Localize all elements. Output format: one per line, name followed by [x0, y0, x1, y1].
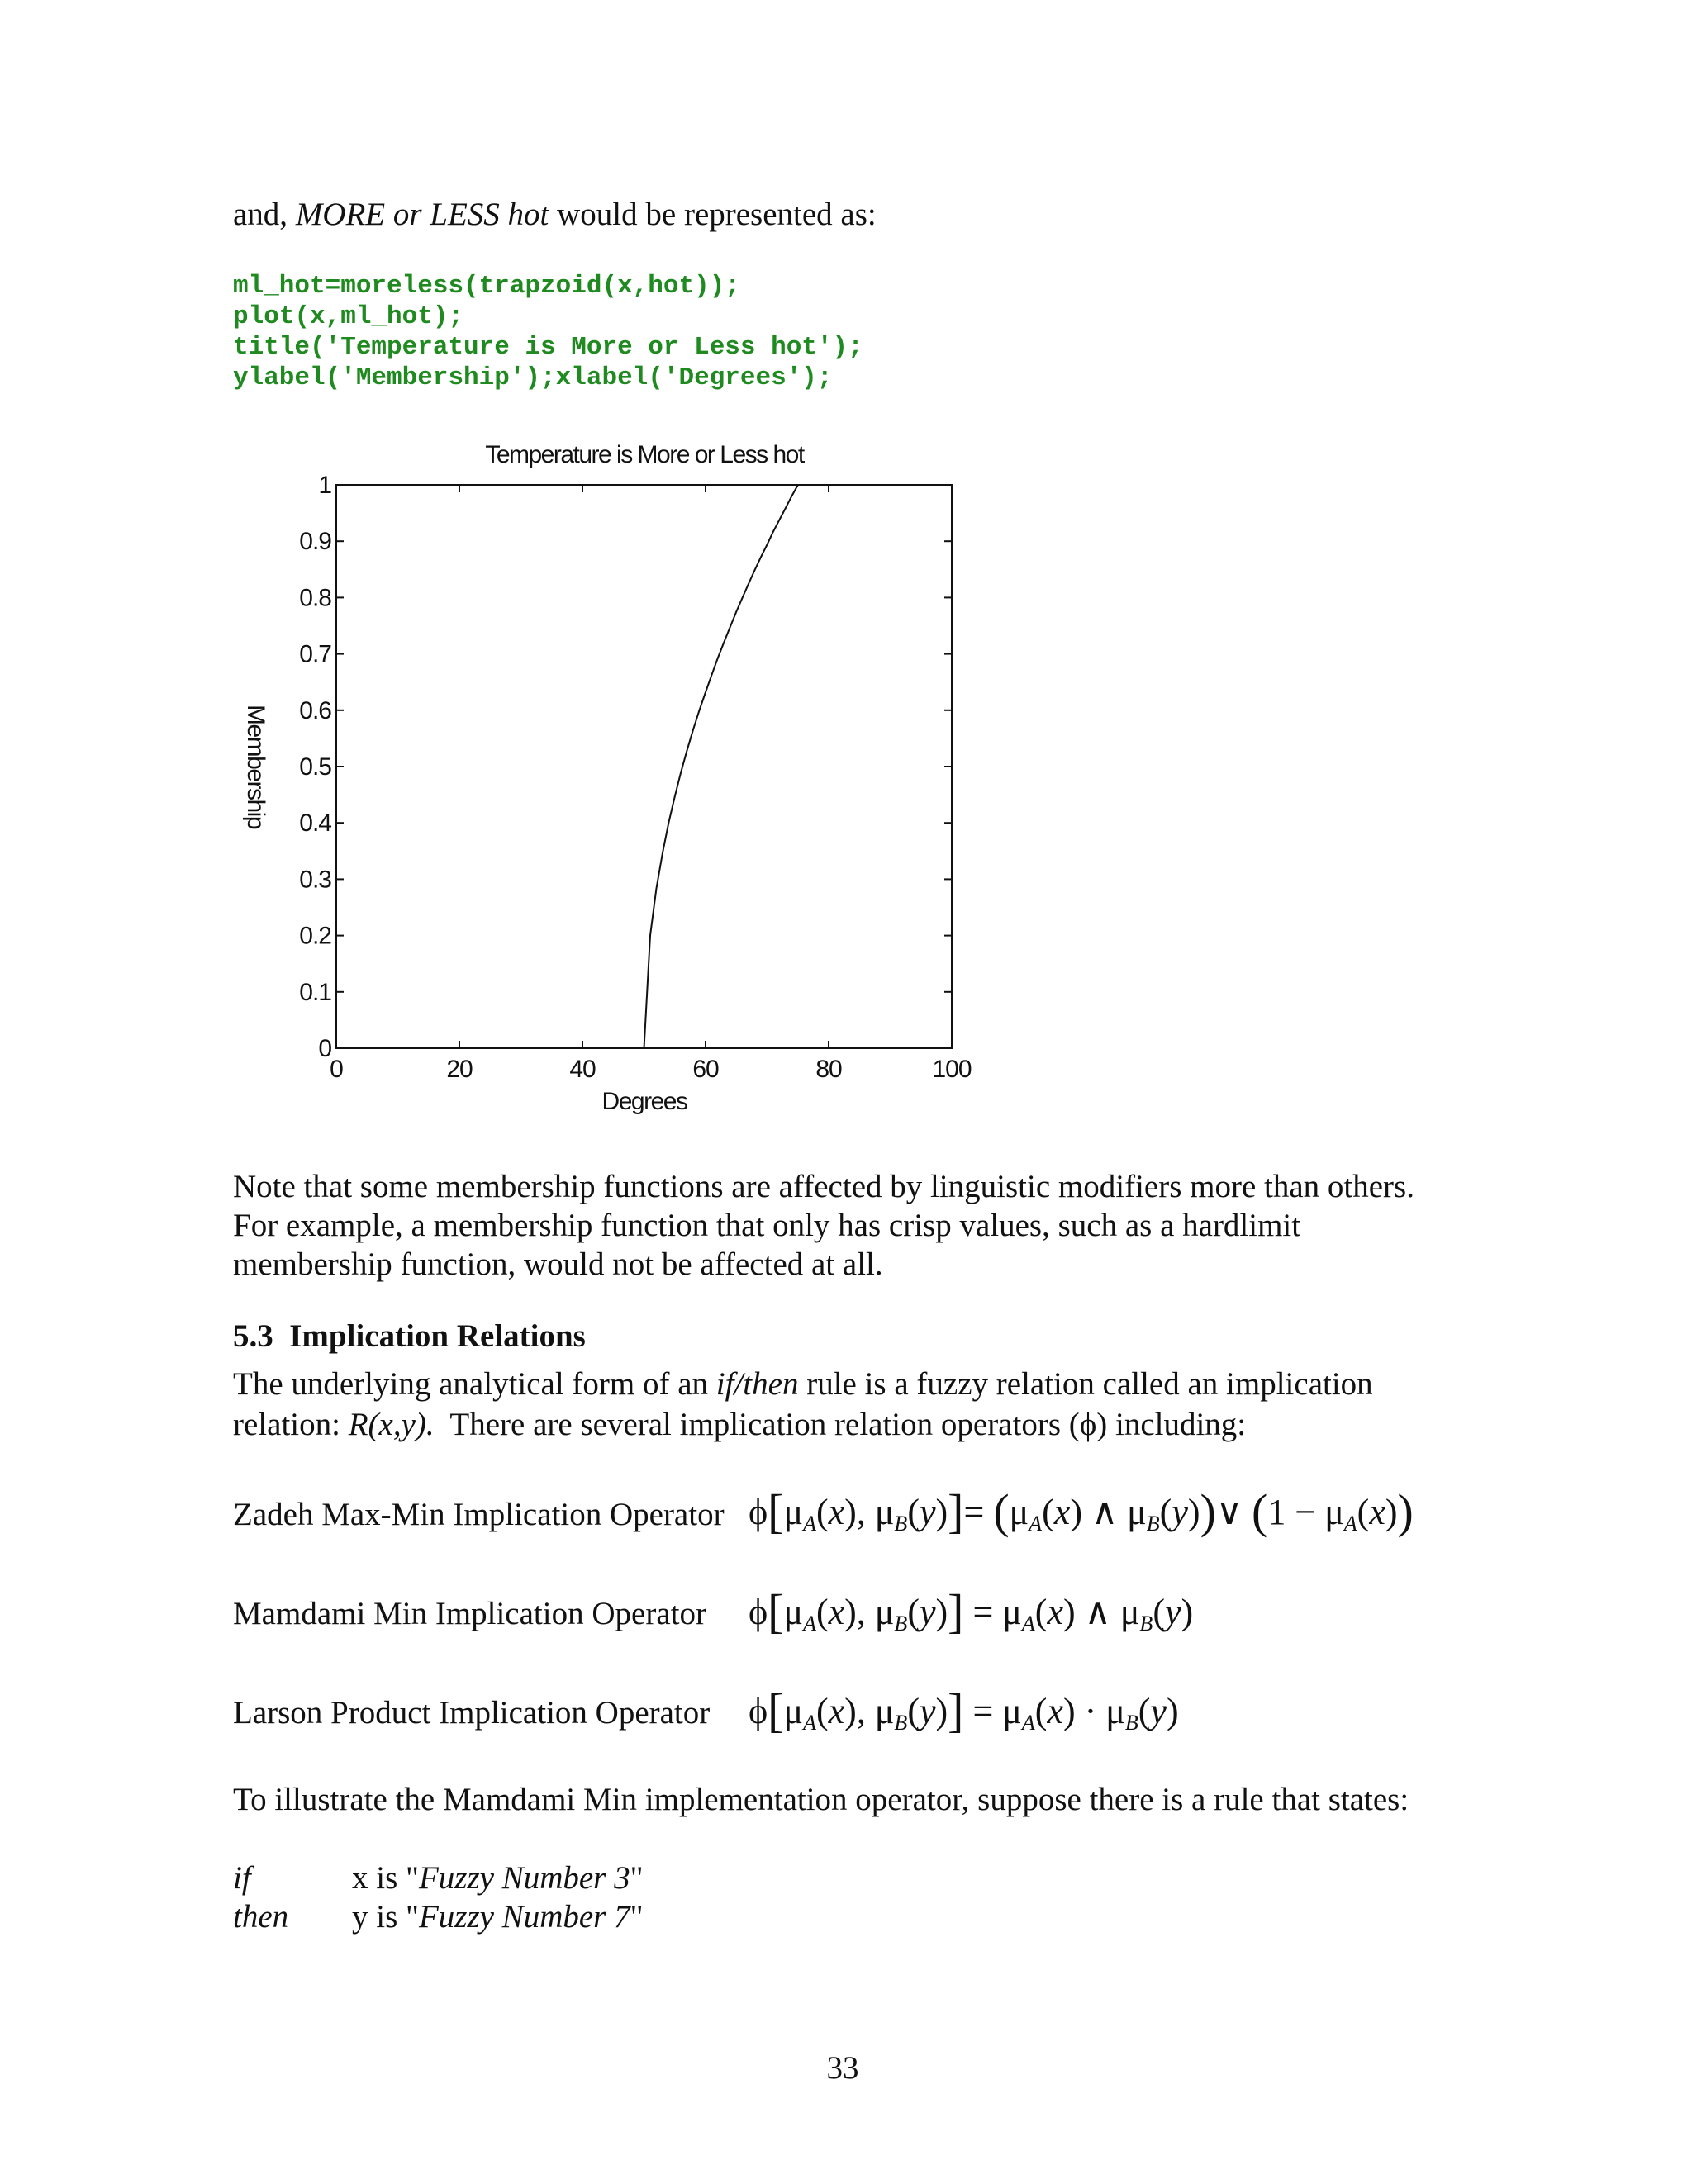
- intro-modifier: MORE or LESS hot: [295, 197, 549, 232]
- larson-operator-label: Larson Product Implication Operator: [233, 1695, 711, 1731]
- then-clause-c: ": [630, 1899, 644, 1935]
- section-number: 5.3: [233, 1318, 273, 1354]
- x-tick-label: 20: [446, 1056, 473, 1083]
- implication-text-a: The underlying analytical form of an: [233, 1366, 716, 1402]
- plot-area-frame: [336, 485, 952, 1048]
- zadeh-operator-label: Zadeh Max-Min Implication Operator: [233, 1497, 725, 1532]
- y-tick-label: 1: [318, 472, 331, 499]
- rule-if-clause: [352, 1859, 644, 1898]
- y-tick-label: 0.4: [299, 810, 331, 838]
- y-tick-label: 0.8: [299, 584, 331, 612]
- mamdami-operator-label: Mamdami Min Implication Operator: [233, 1596, 706, 1631]
- y-tick-label: 0: [318, 1035, 331, 1062]
- rule-if-keyword: [233, 1859, 251, 1898]
- code-line-3: title('Temperature is More or Less hot');: [233, 333, 863, 362]
- implication-text-d: relation:: [233, 1407, 349, 1442]
- then-clause-b: Fuzzy Number 7: [418, 1899, 630, 1935]
- x-tick-label: 40: [569, 1056, 596, 1083]
- chart-title: Temperature is More or Less hot: [485, 441, 804, 468]
- x-tick-label: 0: [330, 1056, 343, 1083]
- then-clause-a: y is ": [352, 1899, 419, 1935]
- implication-line-1: [233, 1365, 1373, 1404]
- intro-prefix: and,: [233, 197, 296, 232]
- if-clause-b: Fuzzy Number 3: [418, 1860, 630, 1896]
- note-line-3: membership function, would not be affected at all.: [233, 1246, 883, 1282]
- x-tick-label: 80: [815, 1056, 842, 1083]
- note-line-2: For example, a membership function that only has crisp values, such as a hardlimit: [233, 1208, 1301, 1243]
- intro-suffix: would be represented as:: [549, 197, 877, 232]
- code-line-2: plot(x,ml_hot);: [233, 302, 464, 331]
- illustrate-line: To illustrate the Mamdami Min implementation operator, suppose there is a rule that states:: [233, 1782, 1409, 1817]
- y-tick-label: 0.7: [299, 640, 331, 668]
- rule-then-keyword: [233, 1897, 288, 1937]
- zadeh-equation: $\phi[\mu_A(x)$, $\mu_B(y)]= (\mu_A(x)$ ∧ $\mu_B(y))\vee$ $(1 - \mu_A(x))$: [749, 1484, 1414, 1538]
- implication-rxy: R(x,y).: [348, 1407, 435, 1442]
- rule-then-clause: [352, 1897, 644, 1937]
- then-text: then: [233, 1899, 289, 1935]
- implication-ifthen: if/then: [715, 1366, 799, 1402]
- if-text: if: [233, 1860, 251, 1896]
- note-line-1: Note that some membership functions are affected by linguistic modifiers more than others.: [233, 1169, 1414, 1204]
- x-tick-label: 60: [692, 1056, 719, 1083]
- larson-equation: $\phi[\mu_A(x)$, $\mu_B(y)] = \mu_A(x) \cdot \mu_B(y)$: [749, 1683, 1179, 1737]
- section-title: Implication Relations: [289, 1318, 586, 1354]
- code-line-4: ylabel('Membership');xlabel('Degrees');: [233, 363, 833, 392]
- y-tick-label: 0.9: [299, 528, 331, 556]
- series-line: [644, 485, 798, 1048]
- y-tick-label: 0.3: [299, 866, 331, 894]
- implication-line-2: [233, 1405, 1246, 1445]
- y-tick-label: 0.6: [299, 696, 331, 724]
- x-axis-label: Degrees: [601, 1088, 687, 1115]
- if-clause-a: x is ": [352, 1860, 419, 1896]
- y-tick-label: 0.5: [299, 753, 331, 781]
- section-heading: [233, 1317, 586, 1356]
- implication-text-c: rule is a fuzzy relation called an implication: [798, 1366, 1373, 1402]
- y-tick-label: 0.2: [299, 922, 331, 950]
- if-clause-c: ": [630, 1860, 644, 1896]
- mamdami-equation: $\phi[\mu_A(x)$, $\mu_B(y)] = \mu_A(x)$ ∧ $\mu_B(y)$: [749, 1584, 1194, 1638]
- x-tick-label: 100: [932, 1056, 972, 1083]
- y-tick-label: 0.1: [299, 978, 331, 1006]
- implication-text-e: There are several implication relation operators (ϕ) including:: [434, 1407, 1247, 1442]
- y-axis-label: Membership: [242, 704, 269, 829]
- code-line-1: ml_hot=moreless(trapzoid(x,hot));: [233, 272, 740, 301]
- page-number: 33: [826, 2050, 859, 2086]
